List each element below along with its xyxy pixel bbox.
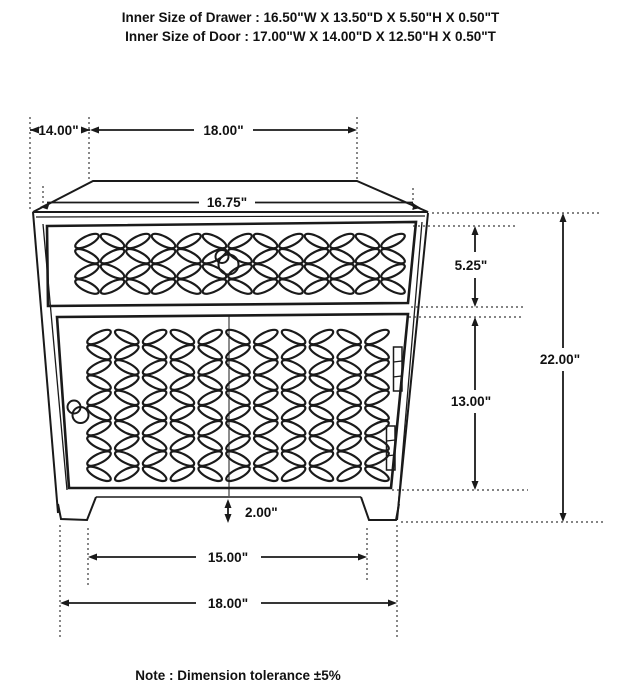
pattern-ellipse <box>201 277 228 297</box>
pattern-ellipse <box>328 277 355 297</box>
pattern-ellipse <box>336 464 363 484</box>
dim-label-overall-width: 18.00" <box>207 596 249 611</box>
dim-door-height <box>451 317 491 490</box>
pattern-ellipse <box>99 277 126 297</box>
drawer-inner-size-text: Inner Size of Drawer : 16.50"W X 13.50"D X 5.50"H X 0.50"T <box>121 10 500 25</box>
pattern-ellipse <box>303 277 330 297</box>
pattern-ellipse <box>379 277 406 297</box>
dim-top-surface-width <box>40 195 421 210</box>
dim-label-inner-leg-span: 15.00" <box>207 550 249 565</box>
drawer-pattern <box>73 231 406 297</box>
top-slab-edge <box>36 216 425 217</box>
door-pattern <box>85 327 390 484</box>
pattern-ellipse <box>150 277 177 297</box>
right-leg <box>361 497 399 520</box>
dim-label-overall-height: 22.00" <box>539 352 581 367</box>
dim-label-top-depth: 14.00" <box>38 123 79 138</box>
pattern-ellipse <box>124 277 151 297</box>
door-inner-size-text: Inner Size of Door : 17.00"W X 14.00"D X 12.50"H X 0.50"T <box>125 29 496 44</box>
pattern-ellipse <box>169 464 196 484</box>
dim-drawer-height <box>455 226 488 307</box>
pattern-ellipse <box>85 464 112 484</box>
pattern-ellipse <box>113 464 140 484</box>
left-leg <box>58 497 96 520</box>
dim-label-top-width: 18.00" <box>203 123 244 138</box>
dim-label-top-surface: 16.75" <box>206 195 248 210</box>
pattern-ellipse <box>197 464 224 484</box>
pattern-ellipse <box>277 277 304 297</box>
pattern-ellipse <box>224 464 251 484</box>
pattern-ellipse <box>141 464 168 484</box>
pattern-ellipse <box>354 277 381 297</box>
dim-overall-width <box>60 596 397 611</box>
dim-label-drawer-height: 5.25" <box>454 258 488 273</box>
pattern-ellipse <box>252 464 279 484</box>
dim-base-height <box>225 499 278 523</box>
dim-top-width <box>90 123 357 138</box>
tolerance-note: Note : Dimension tolerance ±5% <box>135 668 341 683</box>
dim-label-base-height: 2.00" <box>245 505 278 520</box>
dim-top-depth <box>30 123 90 138</box>
pattern-ellipse <box>175 277 202 297</box>
pattern-ellipse <box>73 277 100 297</box>
dim-overall-height <box>540 213 580 522</box>
pattern-ellipse <box>226 277 253 297</box>
pattern-ellipse <box>280 464 307 484</box>
pattern-ellipse <box>252 277 279 297</box>
extension-lines <box>30 117 606 640</box>
dim-inner-leg-span <box>88 550 367 565</box>
pattern-ellipse <box>308 464 335 484</box>
dim-label-door-height: 13.00" <box>450 394 492 409</box>
